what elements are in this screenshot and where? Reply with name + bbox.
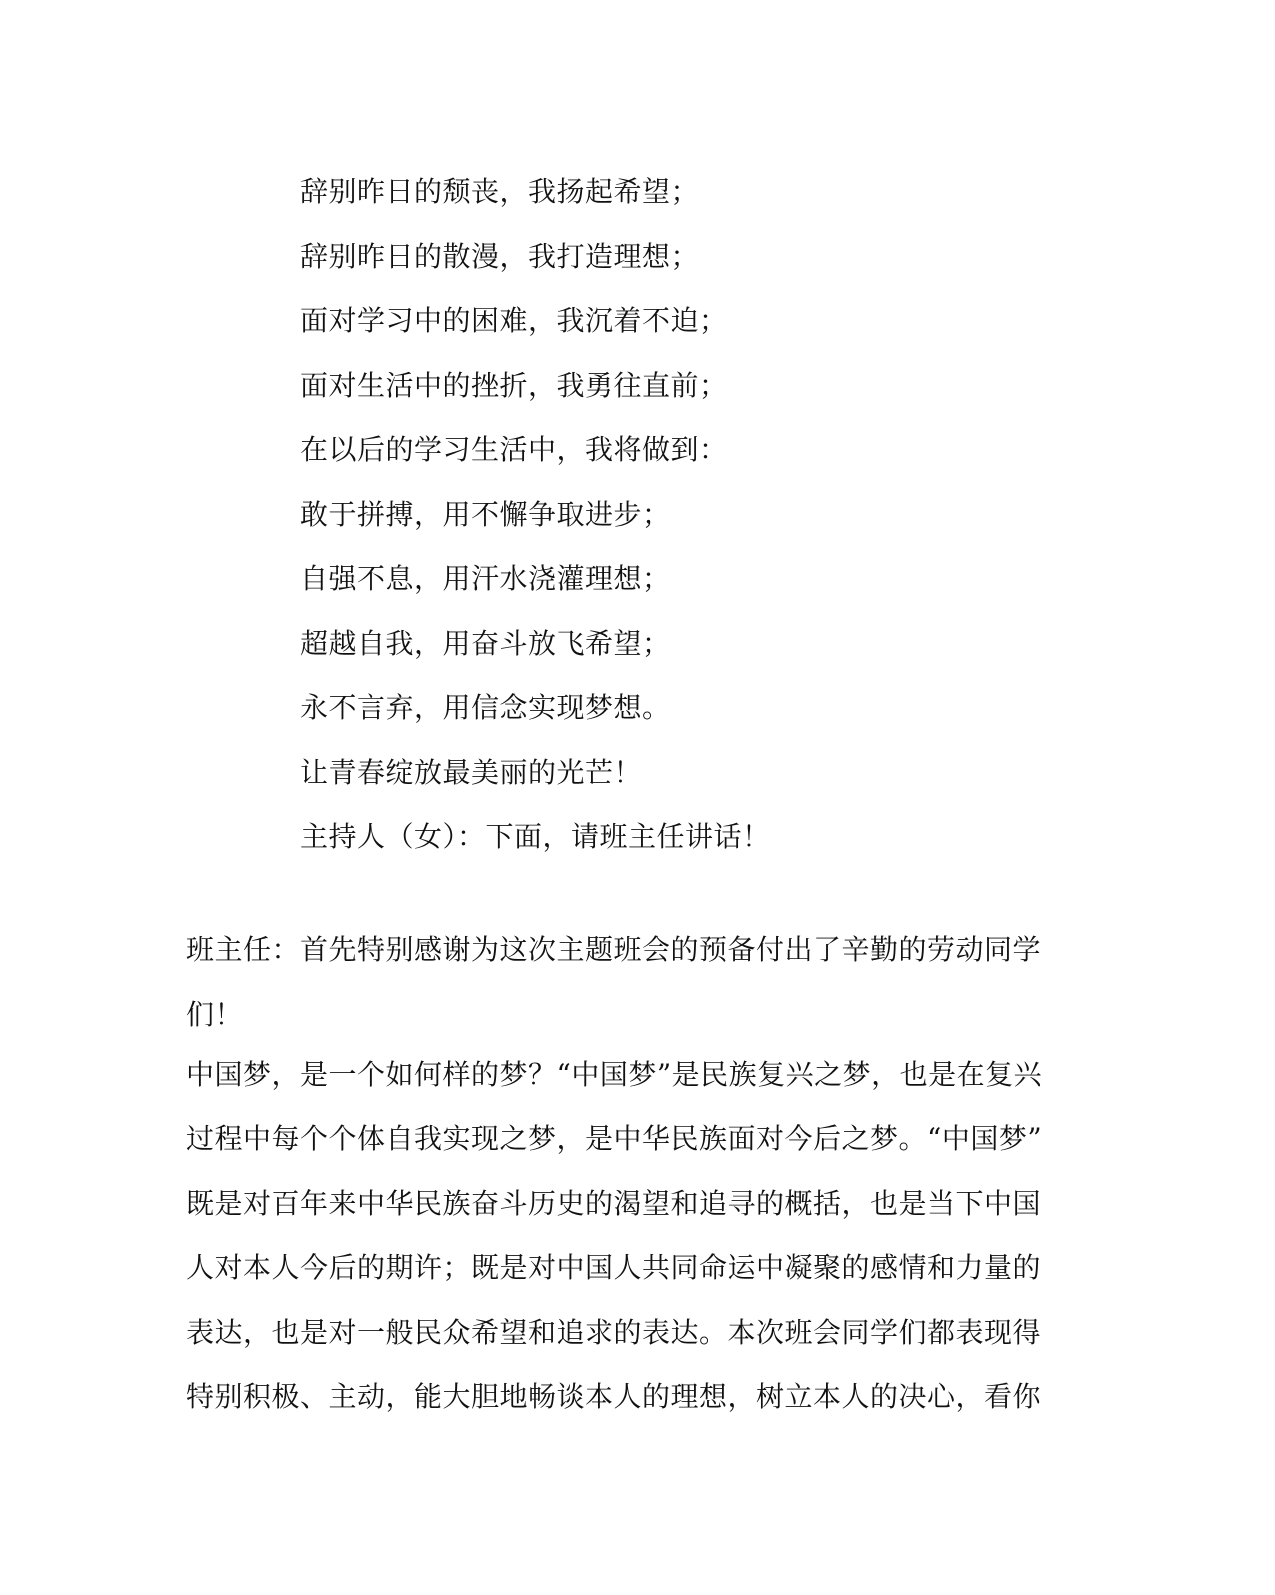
verse-line: 面对生活中的挫折，我勇往直前； (300, 368, 728, 402)
speech-line: 表达，也是对一般民众希望和追求的表达。本次班会同学们都表现得 (186, 1315, 1042, 1349)
verse-line: 永不言弃，用信念实现梦想。 (300, 691, 671, 724)
verse-line: 敢于拼搏，用不懈争取进步； (300, 497, 671, 531)
speech-line: 中国梦，是一个如何样的梦？“中国梦”是民族复兴之梦，也是在复兴 (186, 1057, 1043, 1091)
speech-line: 过程中每个个体自我实现之梦，是中华民族面对今后之梦。“中国梦” (186, 1122, 1043, 1155)
verse-line: 辞别昨日的散漫，我打造理想； (300, 239, 700, 273)
verse-line: 辞别昨日的颓丧，我扬起希望； (300, 175, 700, 208)
verse-line: 自强不息，用汗水浇灌理想； (300, 562, 671, 595)
teacher-speech (186, 918, 1046, 1430)
verse-line: 在以后的学习生活中，我将做到： (300, 433, 728, 466)
speech-line: 既是对百年来中华民族奋斗历史的渴望和追寻的概括，也是当下中国 (186, 1186, 1042, 1220)
verse-block (300, 160, 1000, 870)
verse-line: 面对学习中的困难，我沉着不迫； (300, 304, 728, 337)
verse-line: 超越自我，用奋斗放飞希望； (300, 626, 671, 660)
speech-line: 班主任：首先特别感谢为这次主题班会的预备付出了辛勤的劳动同学 (186, 933, 1042, 966)
host-line: 主持人（女）：下面，请班主任讲话！ (300, 820, 771, 853)
speech-line: 们！ (186, 997, 244, 1031)
speech-line: 人对本人今后的期许；既是对中国人共同命运中凝聚的感情和力量的 (186, 1251, 1042, 1284)
speech-line: 特别积极、主动，能大胆地畅谈本人的理想，树立本人的决心，看你 (186, 1380, 1042, 1413)
verse-line: 让青春绽放最美丽的光芒！ (300, 755, 643, 789)
